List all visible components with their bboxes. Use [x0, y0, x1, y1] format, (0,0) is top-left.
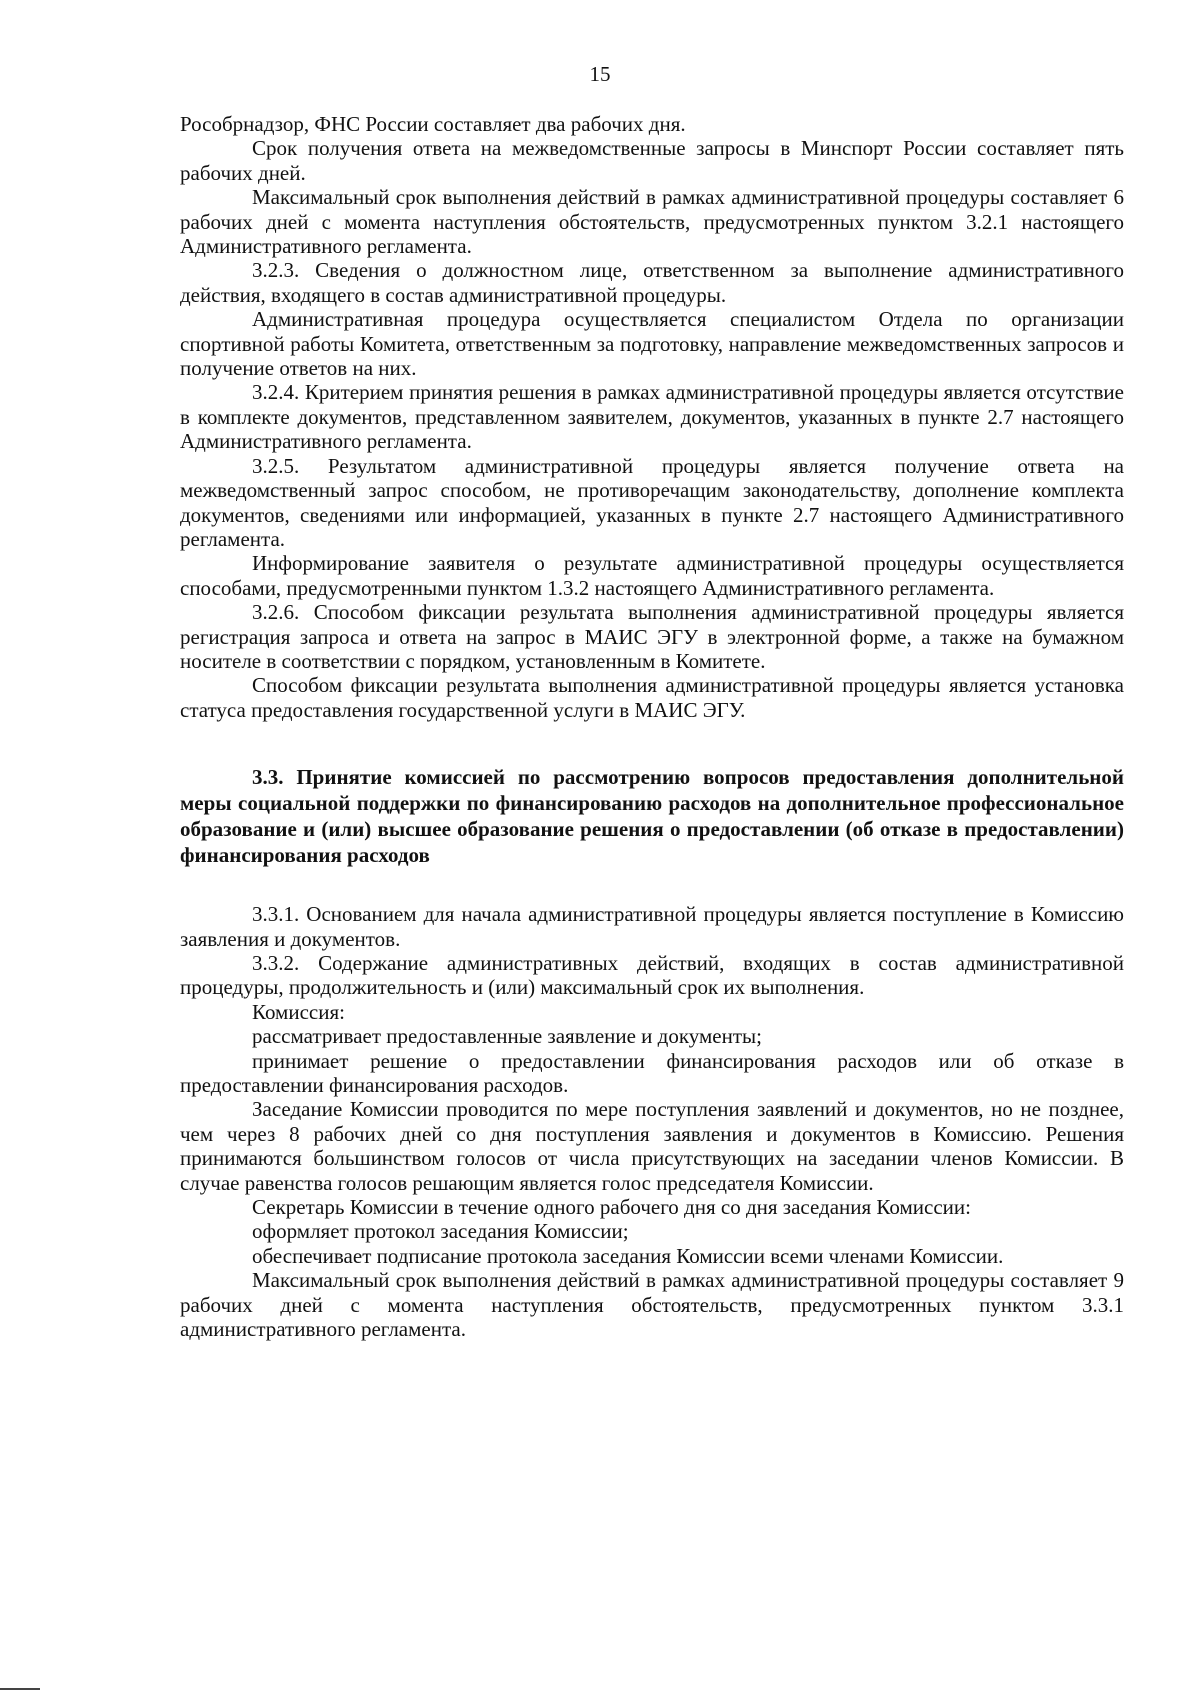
paragraph: Рособрнадзор, ФНС России составляет два рабочих дня.: [180, 112, 686, 136]
paragraph: обеспечивает подписание протокола заседания Комиссии всеми членами Комиссии.: [252, 1243, 1004, 1268]
page-number: 15: [589, 62, 611, 86]
scan-corner-mark: [0, 1688, 40, 1690]
paragraph: рассматривает предоставленные заявление и документы;: [252, 1024, 762, 1049]
paragraph: 3.2.4. Критерием принятия решения в рамках административной процедуры является отсутствие в комплекте документов, представленном заявителем, документов, указанных в пункте 2.7 настоящего Административного регламента.: [180, 380, 1124, 454]
paragraph: Административная процедура осуществляется специалистом Отдела по организации спортивной работы Комитета, ответственным за подготовку, направление межведомственных запросов и получение ответов на них.: [180, 307, 1124, 381]
paragraph: Срок получения ответа на межведомственные запросы в Минспорт России составляет пять рабочих дней.: [180, 136, 1124, 185]
paragraphs-before: [180, 112, 1124, 722]
paragraph: принимает решение о предоставлении финансирования расходов или об отказе в предоставлении финансирования расходов.: [180, 1048, 1124, 1097]
paragraph: 3.3.2. Содержание административных действий, входящих в состав административной процедуры, продолжительность и (или) максимальный срок их выполнения.: [180, 950, 1124, 1000]
paragraph: 3.3.1. Основанием для начала административной процедуры является поступление в Комиссию заявления и документов.: [180, 902, 1124, 951]
paragraph: 3.2.5. Результатом административной процедуры является получение ответа на межведомственный запрос способом, не противоречащим законодательству, дополнение комплекта документов, сведениями или информацией, указанных в пункте 2.7 настоящего Административного регламента.: [180, 453, 1124, 551]
paragraph: Секретарь Комиссии в течение одного рабочего дня со дня заседания Комиссии:: [252, 1195, 971, 1220]
paragraph: Заседание Комиссии проводится по мере поступления заявлений и документов, но не позднее, чем через 8 рабочих дней со дня поступления заявления и документов в Комиссию. Решения принимаются большинством голосов от числа присутствующих на заседании членов Комиссии. В случае равенства голосов решающим является голос председателя Комиссии.: [180, 1097, 1124, 1195]
paragraph: Максимальный срок выполнения действий в рамках административной процедуры составляет 6 рабочих дней с момента наступления обстоятельств, предусмотренных пунктом 3.2.1 настоящего Административного регламента.: [180, 185, 1124, 259]
paragraph: Способом фиксации результата выполнения административной процедуры является установка статуса предоставления государственной услуги в МАИС ЭГУ.: [180, 673, 1124, 722]
section-heading: 3.3. Принятие комиссией по рассмотрению вопросов предоставления дополнительной меры социальной поддержки по финансированию расходов на дополнительное профессиональное образование и (или) высшее образование решения о предоставлении (об отказе в предоставлении) финансирования расходов: [180, 765, 1124, 868]
paragraphs-after: [180, 902, 1124, 1341]
paragraph: 3.2.6. Способом фиксации результата выполнения административной процедуры является регистрация запроса и ответа на запрос в МАИС ЭГУ в электронной форме, а также на бумажном носителе в соответствии с порядком, установленным в Комитете.: [180, 600, 1124, 673]
paragraph: Комиссия:: [252, 999, 345, 1024]
paragraph: Информирование заявителя о результате административной процедуры осуществляется способами, предусмотренными пунктом 1.3.2 настоящего Административного регламента.: [180, 551, 1124, 600]
document-body: [180, 112, 1124, 1341]
paragraph: 3.2.3. Сведения о должностном лице, ответственном за выполнение административного действия, входящего в состав административной процедуры.: [180, 258, 1124, 307]
paragraph: Максимальный срок выполнения действий в рамках административной процедуры составляет 9 рабочих дней с момента наступления обстоятельств, предусмотренных пунктом 3.3.1 административного регламента.: [180, 1268, 1124, 1342]
paragraph: оформляет протокол заседания Комиссии;: [252, 1219, 629, 1244]
